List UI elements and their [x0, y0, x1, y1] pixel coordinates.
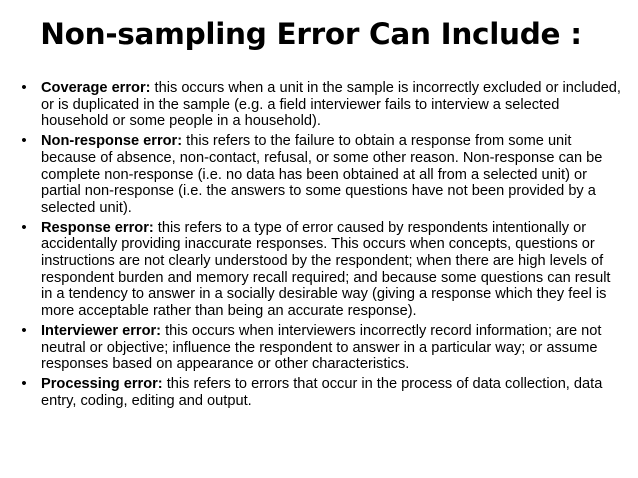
slide-title: Non-sampling Error Can Include :: [40, 17, 582, 51]
bullet-processing-error: [17, 376, 623, 409]
bullet-term: Interviewer error:: [41, 322, 162, 339]
bullet-dot-icon: •: [21, 374, 27, 392]
bullet-term: Processing error:: [41, 375, 163, 392]
bullet-non-response-error: [17, 133, 623, 217]
bullet-text: this refers to the failure to obtain a response from some unit because of absence, non-contact, refusal, or some other reason. Non-response can be complete non-response (i.e. no data has been obtained at all from a selected unit) or partial non-response (i.e. the answers to some questions have not been provided by a selected unit).: [41, 133, 603, 216]
bullet-interviewer-error: [17, 323, 623, 373]
bullet-dot-icon: •: [21, 132, 27, 150]
bullet-term: Non-response error:: [41, 133, 183, 150]
bullet-dot-icon: •: [21, 321, 27, 339]
bullet-text: this occurs when a unit in the sample is incorrectly excluded or included, or is duplicated in the sample (e.g. a field interviewer fails to interview a selected household or some people in a household).: [41, 80, 621, 130]
bullet-coverage-error: [17, 80, 623, 130]
bullet-response-error: [17, 220, 623, 320]
bullet-term: Coverage error:: [41, 80, 151, 96]
bullet-dot-icon: •: [21, 218, 27, 236]
bullet-text: this refers to errors that occur in the process of data collection, data entry, coding, editing and output.: [41, 375, 603, 409]
bullet-text: this refers to a type of error caused by respondents intentionally or accidentally providing inaccurate responses. This occurs when concepts, questions or instructions are not clearly understood by the respondent; when there are high levels of respondent burden and memory recall required; and because some questions can result in a tendency to answer in a socially desirable way (giving a response which they feel is more acceptable rather than being an accurate response).: [41, 219, 611, 320]
bullet-text: this occurs when interviewers incorrectly record information; are not neutral or objective; influence the respondent to answer in a particular way; or assume responses based on appearance or other characteristics.: [41, 322, 602, 373]
bullet-list: [17, 80, 623, 412]
bullet-term: Response error:: [41, 219, 154, 236]
bullet-dot-icon: •: [21, 79, 27, 96]
